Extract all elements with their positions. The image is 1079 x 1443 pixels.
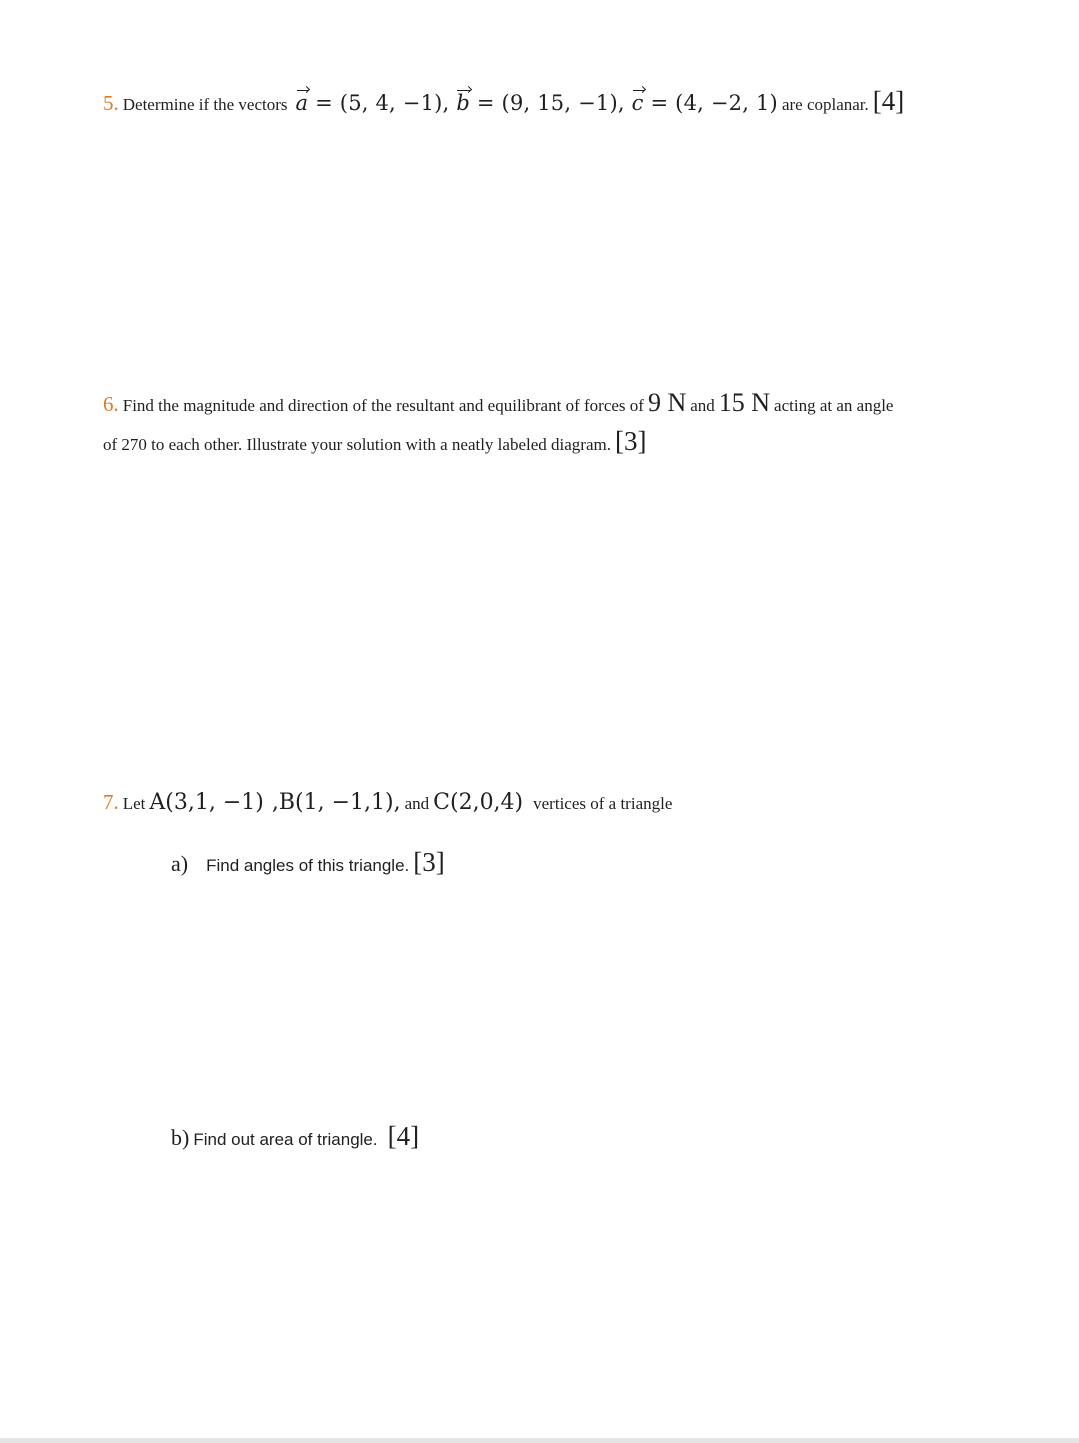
question-5-text: Determine if the vectors (122, 95, 288, 114)
vector-a (296, 91, 450, 115)
point-separator: , (271, 790, 279, 815)
vector-c (625, 91, 778, 115)
question-7 (103, 792, 672, 814)
force-1: 9 N (647, 388, 687, 417)
question-6-marks: [3] (614, 426, 647, 456)
page-bottom-edge (0, 1438, 1079, 1443)
question-6-number: 6. (103, 392, 119, 416)
question-5-number: 5. (103, 91, 119, 115)
question-7-tail: vertices of a triangle (533, 794, 673, 813)
question-6-line-2 (103, 428, 646, 455)
vector-c-value: = (4, −2, 1) (650, 91, 778, 115)
force-2: 15 N (718, 388, 771, 417)
question-6-text-1: Find the magnitude and direction of the resultant and equilibrant of forces of (122, 396, 644, 415)
question-7-number: 7. (103, 790, 119, 814)
question-7a-text: Find angles of this triangle. (206, 856, 410, 875)
question-7-let: Let (122, 794, 146, 813)
point-b: B(1, −1,1), (278, 790, 401, 815)
vector-b-value: = (9, 15, −1), (476, 91, 625, 115)
question-7a (171, 849, 445, 876)
question-7b-text: Find out area of triangle. (193, 1130, 378, 1149)
vector-a-name: a (295, 91, 309, 115)
question-6-text-3: of 270 to each other. Illustrate your solution with a neatly labeled diagram. (103, 435, 611, 454)
question-7a-marks: [3] (413, 847, 445, 877)
question-5 (103, 88, 904, 115)
question-6-line-1 (103, 390, 893, 416)
vector-c-name: c (631, 91, 644, 115)
question-7a-label: a) (171, 851, 189, 876)
question-7b (171, 1123, 419, 1150)
vector-b-name: b (456, 91, 470, 115)
question-7b-marks: [4] (387, 1121, 420, 1151)
question-6-and: and (690, 396, 715, 415)
question-7-and: and (404, 794, 430, 813)
question-6-text-2: acting at an angle (774, 396, 894, 415)
vector-b (449, 91, 624, 115)
question-5-marks: [4] (872, 86, 905, 116)
vector-a-value: = (5, 4, −1), (315, 91, 450, 115)
point-c: C(2,0,4) (433, 790, 524, 815)
point-a: A(3,1, −1) (149, 790, 264, 815)
question-7b-label: b) (171, 1125, 190, 1150)
question-5-tail: are coplanar. (781, 95, 869, 114)
